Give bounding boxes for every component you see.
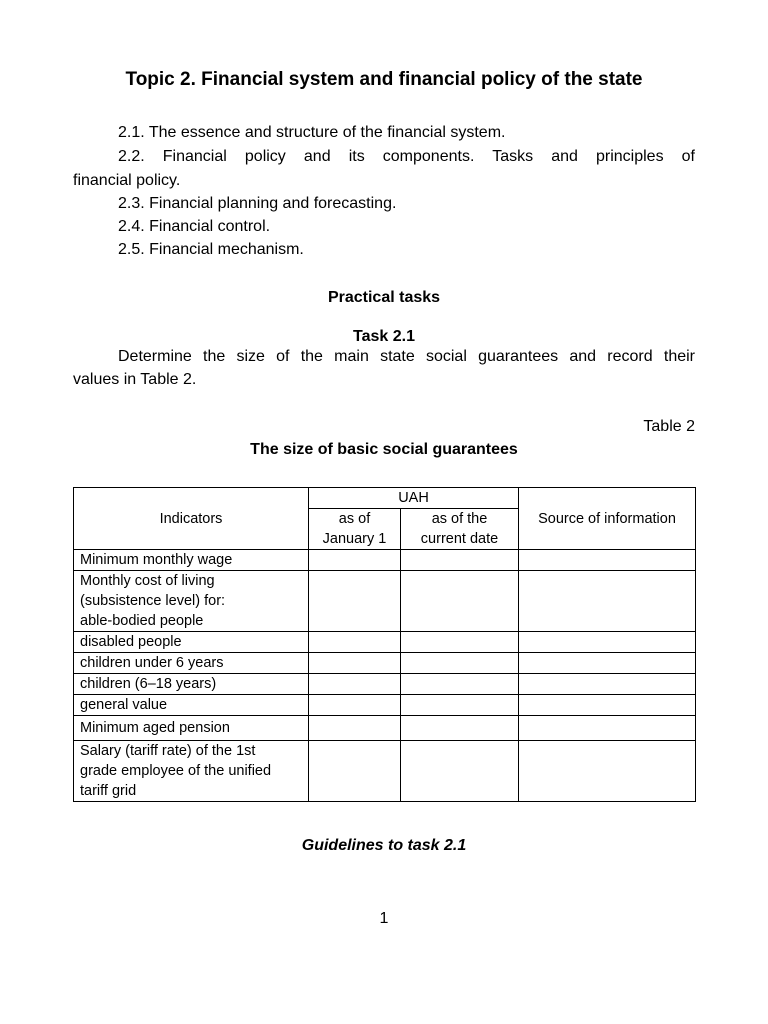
toc-item-2-3: 2.3. Financial planning and forecasting.: [118, 195, 397, 212]
social-guarantees-table: [73, 487, 696, 802]
header-source: Source of information: [519, 488, 696, 550]
header-uah: UAH: [309, 488, 519, 509]
row-label: Minimum monthly wage: [74, 550, 309, 571]
task-heading: Task 2.1: [353, 328, 415, 345]
header-current-line-2: current date: [420, 531, 499, 547]
cell-source[interactable]: [519, 653, 696, 674]
table-row: [74, 695, 696, 716]
cell-current[interactable]: [401, 716, 519, 741]
cell-current[interactable]: [401, 571, 519, 632]
table-row: [74, 741, 696, 802]
row-label: Minimum aged pension: [74, 716, 309, 741]
page-title: Topic 2. Financial system and financial policy of the state: [125, 69, 643, 90]
row-label-line: able-bodied people: [80, 613, 204, 629]
header-indicators: Indicators: [74, 488, 309, 550]
header-current-line-1: as of the: [431, 511, 488, 527]
row-label-line: grade employee of the unified: [80, 763, 272, 779]
row-label-line: Salary (tariff rate) of the 1st: [80, 743, 256, 759]
table-label: Table 2: [643, 418, 695, 435]
row-label-line: (subsistence level) for:: [80, 593, 226, 609]
cell-source[interactable]: [519, 571, 696, 632]
table-row: [74, 632, 696, 653]
practical-tasks-heading: Practical tasks: [327, 289, 441, 306]
page-number: 1: [379, 910, 389, 927]
header-as-of-january: [309, 509, 401, 550]
row-label: [74, 571, 309, 632]
cell-january[interactable]: [309, 716, 401, 741]
task-text-line-2: values in Table 2.: [73, 371, 197, 388]
cell-current[interactable]: [401, 741, 519, 802]
cell-january[interactable]: [309, 571, 401, 632]
cell-january[interactable]: [309, 674, 401, 695]
table-row: [74, 550, 696, 571]
cell-january[interactable]: [309, 741, 401, 802]
cell-current[interactable]: [401, 653, 519, 674]
cell-january[interactable]: [309, 632, 401, 653]
cell-january[interactable]: [309, 653, 401, 674]
row-label-line: tariff grid: [80, 783, 137, 799]
table-title: The size of basic social guarantees: [250, 441, 518, 458]
header-jan-line-1: as of: [338, 511, 371, 527]
row-label-line: Monthly cost of living: [80, 573, 215, 589]
cell-source[interactable]: [519, 632, 696, 653]
header-jan-line-2: January 1: [322, 531, 387, 547]
row-label: general value: [74, 695, 309, 716]
cell-current[interactable]: [401, 695, 519, 716]
table-row: [74, 571, 696, 632]
task-text-line-1: Determine the size of the main state social guarantees and record their: [118, 348, 695, 365]
table-row: [74, 653, 696, 674]
cell-current[interactable]: [401, 674, 519, 695]
cell-source[interactable]: [519, 674, 696, 695]
toc-item-2-2: 2.2. Financial policy and its components. Tasks and principles of: [118, 148, 695, 165]
cell-january[interactable]: [309, 550, 401, 571]
cell-source[interactable]: [519, 695, 696, 716]
cell-source[interactable]: [519, 716, 696, 741]
header-as-of-current: [401, 509, 519, 550]
row-label: children (6–18 years): [74, 674, 309, 695]
cell-january[interactable]: [309, 695, 401, 716]
row-label: disabled people: [74, 632, 309, 653]
toc-item-2-4: 2.4. Financial control.: [118, 218, 271, 235]
table-row: [74, 716, 696, 741]
table-row: [74, 674, 696, 695]
toc-item-2-1: 2.1. The essence and structure of the financial system.: [118, 124, 506, 141]
toc-item-2-2-continued: financial policy.: [73, 172, 181, 189]
cell-source[interactable]: [519, 550, 696, 571]
guidelines-heading: Guidelines to task 2.1: [301, 837, 467, 854]
row-label: [74, 741, 309, 802]
cell-current[interactable]: [401, 550, 519, 571]
cell-source[interactable]: [519, 741, 696, 802]
row-label: children under 6 years: [74, 653, 309, 674]
toc-item-2-5: 2.5. Financial mechanism.: [118, 241, 304, 258]
cell-current[interactable]: [401, 632, 519, 653]
